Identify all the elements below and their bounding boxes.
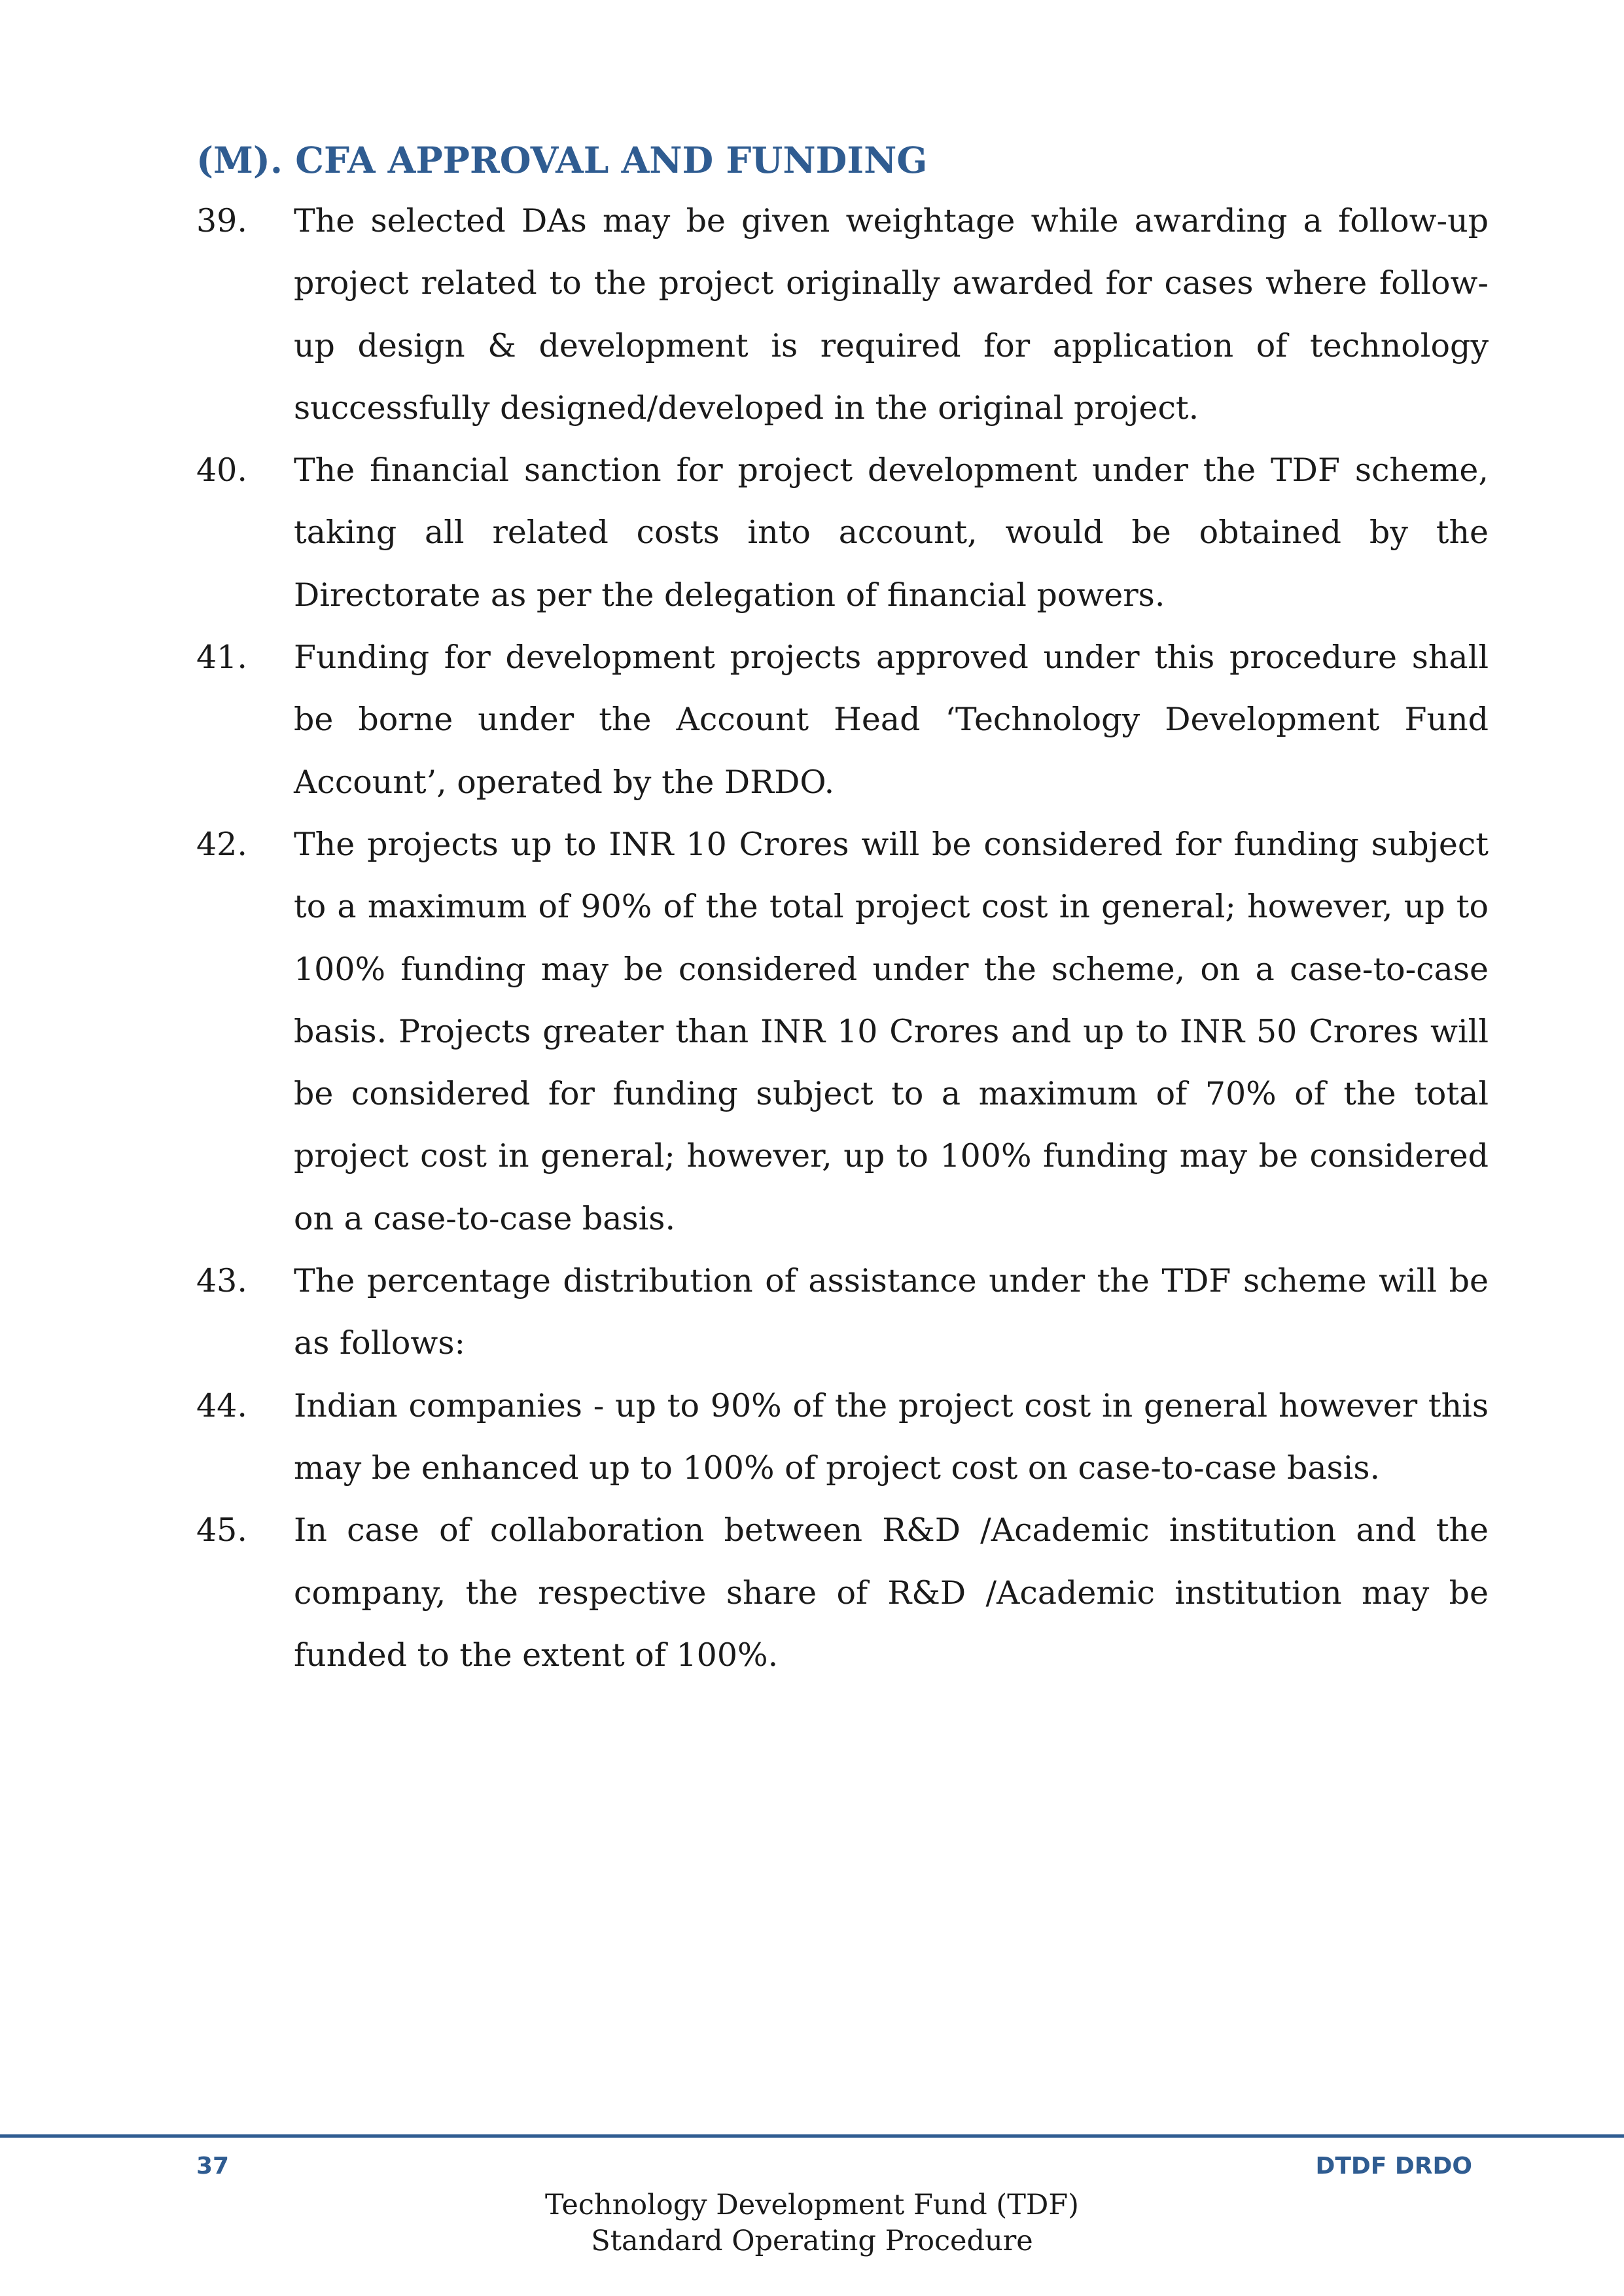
section-title: (M). CFA APPROVAL AND FUNDING [196, 139, 928, 181]
paragraph-number: 45. [196, 1511, 247, 1549]
paragraph-number: 42. [196, 825, 247, 863]
paragraph-43 [196, 1250, 1489, 1375]
paragraph-text: In case of collaboration between R&D /Academic institution and the company, the respective share of R&D /Academic institution may be funded to the extent of 100%. [294, 1511, 1489, 1674]
paragraph-text: The selected DAs may be given weightage while awarding a follow-up project related to the project originally awarded for cases where follow-up design & development is required for application of technology successfully designed/developed in the original project. [294, 202, 1489, 427]
paragraph-number: 40. [196, 451, 247, 489]
paragraph-39 [196, 190, 1489, 439]
paragraph-number: 44. [196, 1386, 247, 1424]
footer-document-title: Technology Development Fund (TDF) [545, 2189, 1079, 2221]
paragraph-40 [196, 439, 1489, 626]
paragraph-text: Indian companies - up to 90% of the project cost in general however this may be enhanced up to 100% of project cost on case-to-case basis. [294, 1386, 1489, 1487]
paragraph-42 [196, 813, 1489, 1250]
page-number: 37 [196, 2153, 230, 2180]
paragraph-45 [196, 1499, 1489, 1686]
paragraph-text: Funding for development projects approved under this procedure shall be borne under the Account Head ‘Technology Development Fund Account’, operated by the DRDO. [294, 639, 1489, 801]
paragraph-text: The percentage distribution of assistance under the TDF scheme will be as follows: [294, 1262, 1489, 1362]
footer-divider [0, 2134, 1624, 2138]
paragraph-44 [196, 1375, 1489, 1500]
paragraph-text: The financial sanction for project development under the TDF scheme, taking all related costs into account, would be obtained by the Directorate as per the delegation of financial powers. [294, 451, 1489, 614]
footer-organization: DTDF DRDO [1315, 2153, 1472, 2180]
paragraph-number: 39. [196, 202, 247, 239]
paragraph-number: 41. [196, 639, 247, 677]
page-content [196, 131, 1489, 1686]
paragraph-text: The projects up to INR 10 Crores will be considered for funding subject to a maximum of 90% of the total project cost in general; however, up to 100% funding may be considered under the scheme, on a case-to-case basis. Projects greater than INR 10 Crores and up to INR 50 Crores will be considered for funding subject to a maximum of 70% of the total project cost in general; however, up to 100% funding may be considered on a case-to-case basis. [294, 825, 1489, 1237]
paragraph-number: 43. [196, 1262, 247, 1300]
footer-document-subtitle: Standard Operating Procedure [591, 2225, 1033, 2257]
paragraph-41 [196, 626, 1489, 813]
